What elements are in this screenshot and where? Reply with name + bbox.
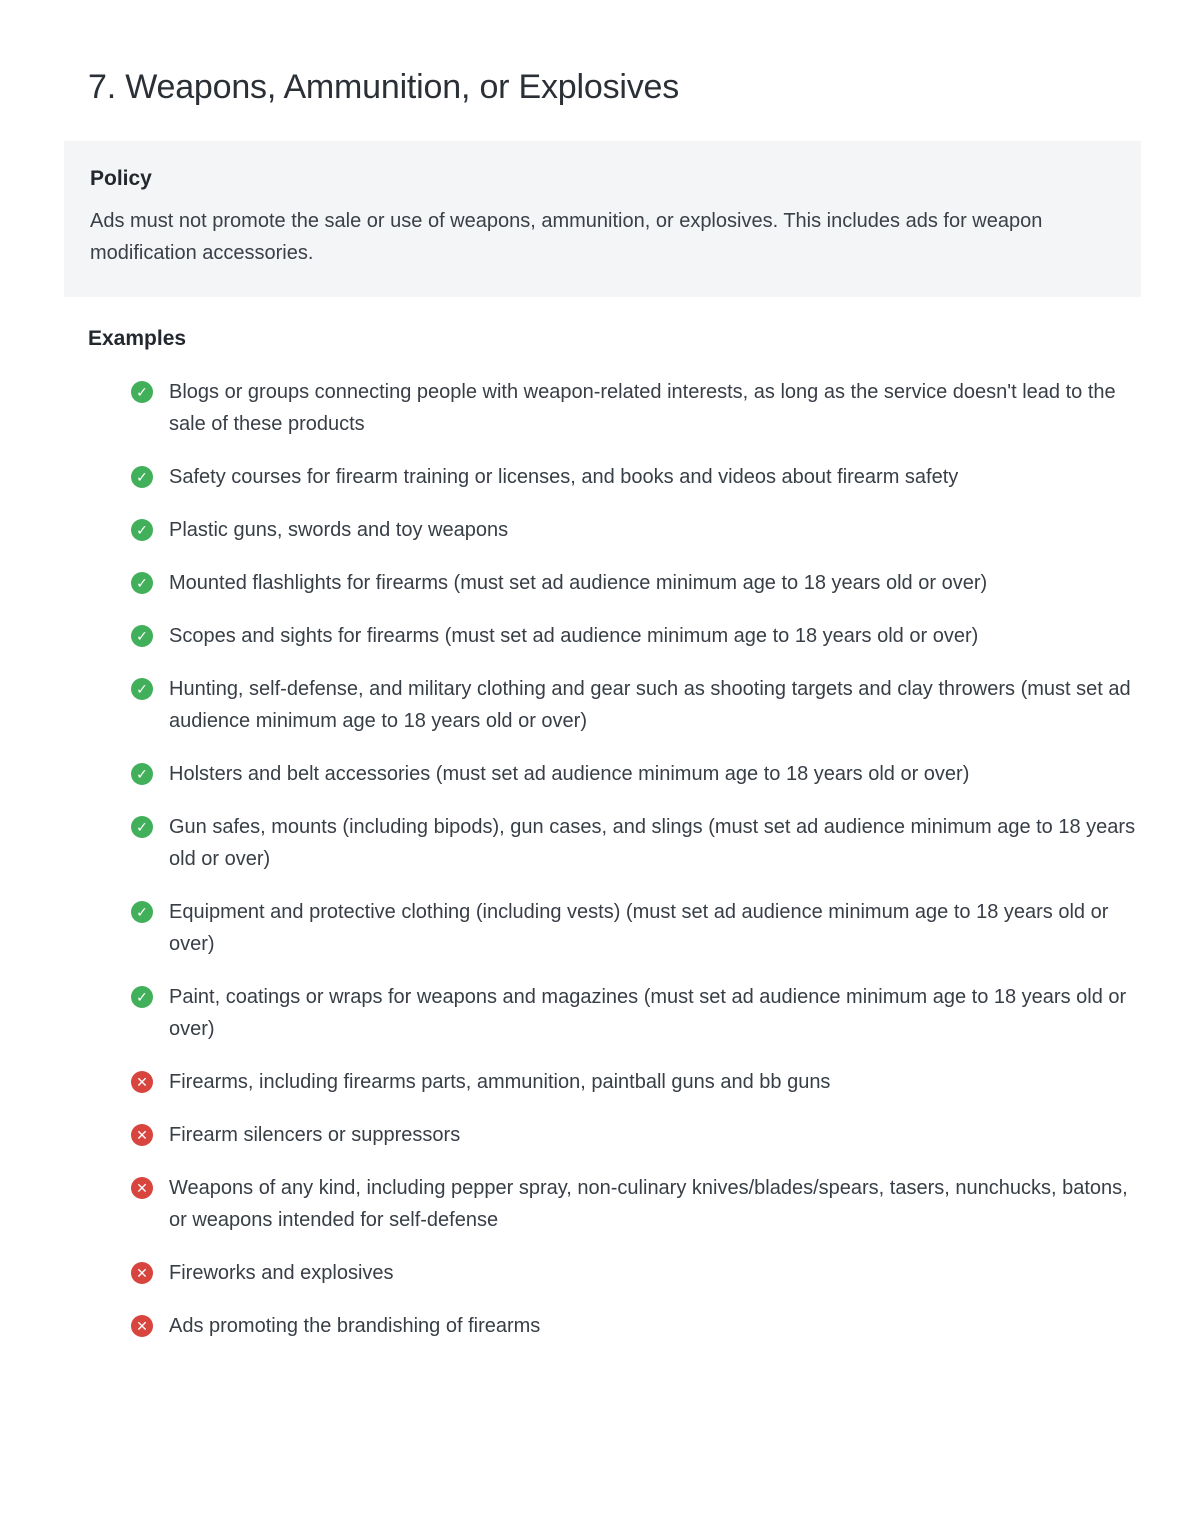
example-text: Weapons of any kind, including pepper spray, non-culinary knives/blades/spears, tasers, nunchucks, batons, or weapons intended for self-defense <box>169 1177 1128 1231</box>
check-circle-icon: ✓ <box>131 625 153 647</box>
example-text: Paint, coatings or wraps for weapons and magazines (must set ad audience minimum age to 18 years old or over) <box>169 986 1127 1040</box>
example-text: Firearm silencers or suppressors <box>169 1124 461 1146</box>
check-circle-icon: ✓ <box>131 901 153 923</box>
example-item <box>131 1119 1141 1151</box>
policy-body-text: Ads must not promote the sale or use of weapons, ammunition, or explosives. This includes ads for weapon modification accessories. <box>90 210 1043 264</box>
policy-heading: Policy <box>90 167 152 190</box>
example-text: Equipment and protective clothing (including vests) (must set ad audience minimum age to 18 years old or over) <box>169 901 1109 955</box>
check-circle-icon: ✓ <box>131 763 153 785</box>
example-text: Ads promoting the brandishing of firearms <box>169 1315 541 1337</box>
check-circle-icon: ✓ <box>131 678 153 700</box>
example-item <box>131 1066 1141 1098</box>
x-circle-icon: ✕ <box>131 1124 153 1146</box>
example-text: Holsters and belt accessories (must set ad audience minimum age to 18 years old or over) <box>169 763 970 785</box>
example-text: Fireworks and explosives <box>169 1262 394 1284</box>
check-circle-icon: ✓ <box>131 381 153 403</box>
page-title: 7. Weapons, Ammunition, or Explosives <box>88 68 680 106</box>
example-text: Blogs or groups connecting people with weapon-related interests, as long as the service doesn't lead to the sale of these products <box>169 381 1116 435</box>
example-item <box>131 811 1141 875</box>
example-item <box>131 620 1141 652</box>
example-item <box>131 514 1141 546</box>
example-text: Safety courses for firearm training or licenses, and books and videos about firearm safety <box>169 466 959 488</box>
example-text: Firearms, including firearms parts, ammunition, paintball guns and bb guns <box>169 1071 831 1093</box>
example-text: Mounted flashlights for firearms (must set ad audience minimum age to 18 years old or over) <box>169 572 988 594</box>
example-item <box>131 896 1141 960</box>
check-circle-icon: ✓ <box>131 816 153 838</box>
check-circle-icon: ✓ <box>131 572 153 594</box>
policy-box <box>64 141 1141 297</box>
example-item <box>131 981 1141 1045</box>
check-circle-icon: ✓ <box>131 519 153 541</box>
example-text: Scopes and sights for firearms (must set ad audience minimum age to 18 years old or over) <box>169 625 979 647</box>
example-item <box>131 673 1141 737</box>
check-circle-icon: ✓ <box>131 466 153 488</box>
example-item <box>131 461 1141 493</box>
examples-list <box>64 376 1141 1342</box>
example-text: Plastic guns, swords and toy weapons <box>169 519 509 541</box>
example-item <box>131 758 1141 790</box>
example-item <box>131 567 1141 599</box>
x-circle-icon: ✕ <box>131 1315 153 1337</box>
example-item <box>131 1257 1141 1289</box>
x-circle-icon: ✕ <box>131 1071 153 1093</box>
x-circle-icon: ✕ <box>131 1177 153 1199</box>
check-circle-icon: ✓ <box>131 986 153 1008</box>
example-text: Hunting, self-defense, and military clothing and gear such as shooting targets and clay throwers (must set ad audience minimum age to 18 years old or over) <box>169 678 1131 732</box>
example-item <box>131 1172 1141 1236</box>
x-circle-icon: ✕ <box>131 1262 153 1284</box>
examples-heading: Examples <box>88 327 187 350</box>
example-item <box>131 376 1141 440</box>
example-text: Gun safes, mounts (including bipods), gun cases, and slings (must set ad audience minimum age to 18 years old or over) <box>169 816 1136 870</box>
example-item <box>131 1310 1141 1342</box>
